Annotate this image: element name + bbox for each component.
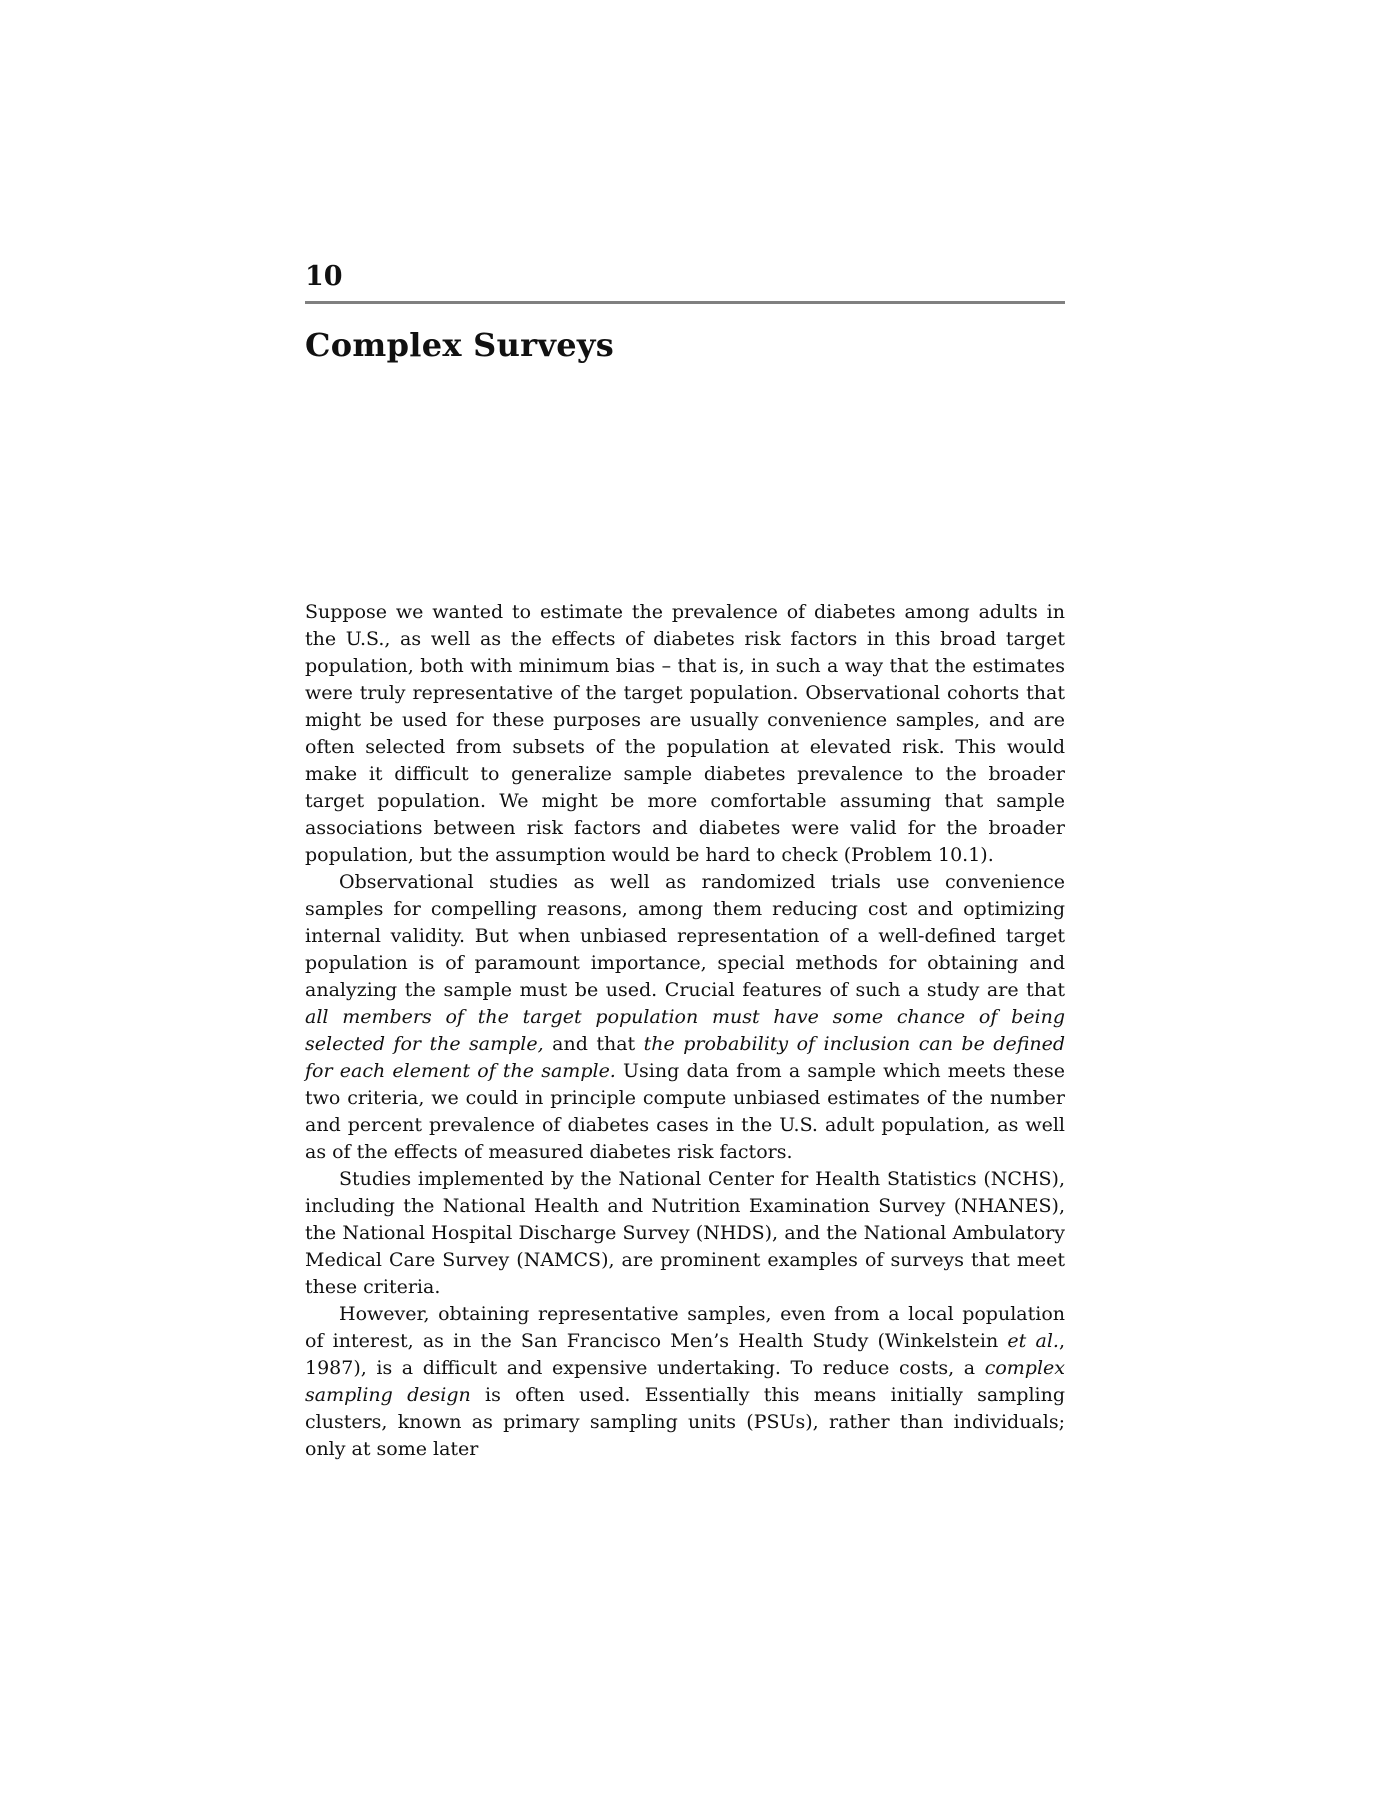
text-run: , 1987), is a difficult and expensive undertaking. To reduce costs, a <box>305 1329 1065 1379</box>
body-text <box>305 599 1065 1463</box>
text-run: Studies implemented by the National Center for Health Statistics (NCHS), including the National Health and Nutrition Examination Survey (NHANES), the National Hospital Discharge Survey (NHDS), and the National Ambulatory Medical Care Survey (NAMCS), are prominent examples of surveys that meet these criteria. <box>305 1167 1065 1298</box>
text-run: Suppose we wanted to estimate the prevalence of diabetes among adults in the U.S., as well as the effects of diabetes risk factors in this broad target population, both with minimum bias – that is, in such a way that the estimates were truly representative of the target population. Observational cohorts that might be used for these purposes are usually convenience samples, and are often selected from subsets of the population at elevated risk. This would make it difficult to generalize sample diabetes prevalence to the broader target population. We might be more comfortable assuming that sample associations between risk factors and diabetes were valid for the broader population, but the assumption would be hard to check (Problem 10.1). <box>305 600 1065 866</box>
text-run: is often used. Essentially this means initially sampling clusters, known as primary sampling units (PSUs), rather than individuals; only at some later <box>305 1383 1065 1460</box>
text-run-italic: the probability of inclusion can be defined for each element of the sample. <box>305 1032 1066 1082</box>
chapter-rule <box>305 301 1065 304</box>
text-run: Observational studies as well as randomized trials use convenience samples for compelling reasons, among them reducing cost and optimizing internal validity. But when unbiased representation of a well-defined target population is of paramount importance, special methods for obtaining and analyzing the sample must be used. Crucial features of such a study are that <box>305 870 1065 1001</box>
text-run: However, obtaining representative samples, even from a local population of interest, as in the San Francisco Men’s Health Study (Winkelstein <box>305 1302 1065 1352</box>
paragraph-4 <box>305 1301 1065 1463</box>
text-run: and that <box>543 1032 644 1055</box>
paragraph-2 <box>305 869 1065 1166</box>
text-column <box>305 0 1065 1463</box>
text-run: Using data from a sample which meets these two criteria, we could in principle compute unbiased estimates of the number and percent prevalence of diabetes cases in the U.S. adult population, as well as of the effects of measured diabetes risk factors. <box>305 1059 1065 1163</box>
paragraph-3 <box>305 1166 1065 1301</box>
chapter-title: Complex Surveys <box>305 325 615 364</box>
text-run-italic: complex sampling design <box>305 1356 1065 1406</box>
chapter-number: 10 <box>305 261 343 292</box>
text-run-italic: et al. <box>1007 1329 1059 1352</box>
text-run-italic: all members of the target population must have some chance of being selected for the sample, <box>305 1005 1065 1055</box>
paragraph-1 <box>305 599 1065 869</box>
chapter-header <box>305 262 1065 363</box>
